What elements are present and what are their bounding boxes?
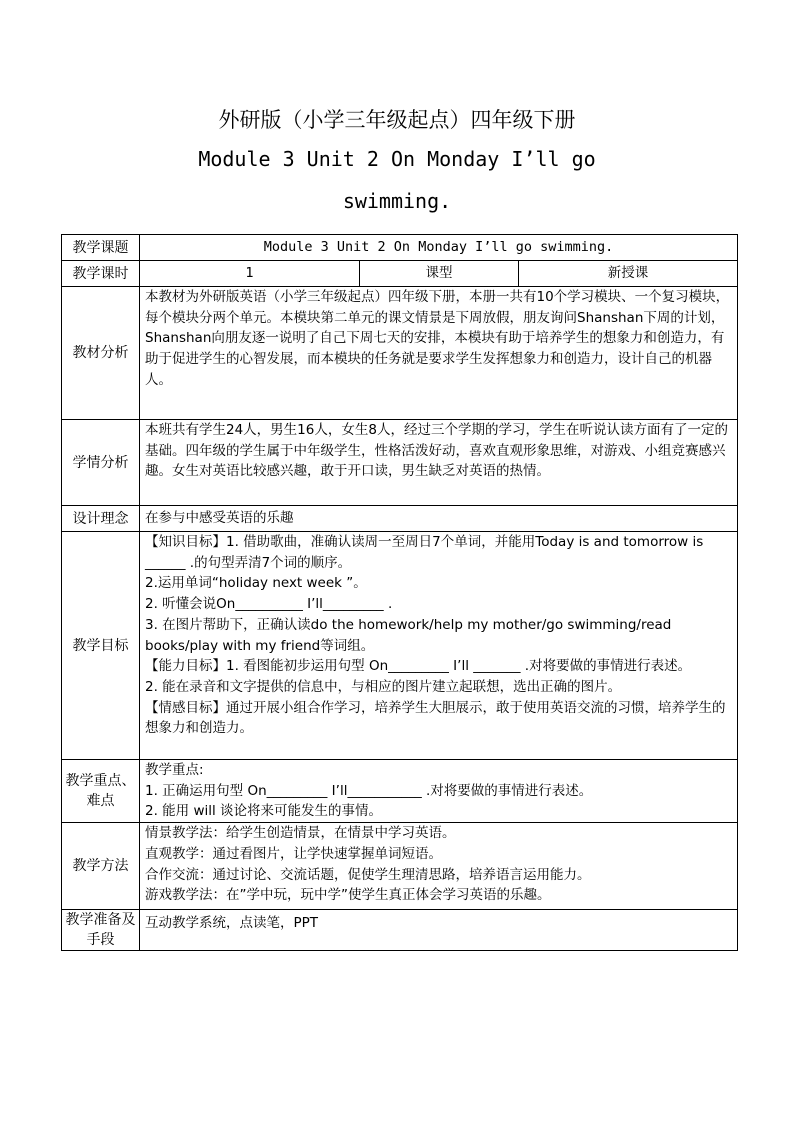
methods-list [140, 823, 738, 910]
list-item: 2.运用单词“holiday next week ”。 [145, 575, 367, 592]
list-item: 2. 能用 will 谈论将来可能发生的事情。 [145, 803, 383, 820]
label-objectives: 教学目标 [62, 532, 140, 760]
module-title: Module 3 Unit 2 On Monday I’ll go [198, 147, 596, 171]
label-design-concept: 设计理念 [62, 506, 140, 532]
label-lesson-type: 课型 [360, 261, 519, 287]
list-item: 3. 在图片帮助下，正确认读do the homework/help my mother/go swimming/read books/play with my friend等词组。 [145, 616, 672, 654]
label-methods: 教学方法 [62, 823, 140, 910]
table-row-key-points [62, 760, 738, 823]
list-item: 【能力目标】1. 看图能初步运用句型 On_________ I’ll _______ .对将要做的事情进行表述。 [145, 658, 692, 675]
list-item: 游戏教学法：在”学中玩，玩中学”使学生真正体会学习英语的乐趣。 [145, 887, 551, 904]
list-item: 1. 正确运用句型 On_________ I’ll___________ .对将要做的事情进行表述。 [145, 782, 593, 799]
label-material-analysis: 教材分析 [62, 287, 140, 420]
text-design-concept: 在参与中感受英语的乐趣 [140, 506, 738, 532]
list-item: 【情感目标】通过开展小组合作学习，培养学生大胆展示，敢于使用英语交流的习惯，培养学生的想象力和创造力。 [145, 699, 726, 737]
list-item: 情景教学法：给学生创造情景，在情景中学习英语。 [145, 825, 456, 842]
table-row-design-concept [62, 506, 738, 532]
list-item: 2. 听懂会说On__________ I’ll_________ . [145, 596, 393, 613]
label-hours: 教学课时 [62, 261, 140, 287]
value-lesson-type: 新授课 [519, 261, 738, 287]
table-row-objectives [62, 532, 738, 760]
value-hours: 1 [140, 261, 360, 287]
list-item: 2. 能在录音和文字提供的信息中，与相应的图片建立起联想，选出正确的图片。 [145, 678, 622, 695]
label-preparation: 教学准备及手段 [62, 910, 140, 951]
text-student-analysis: 本班共有学生24人，男生16人，女生8人，经过三个学期的学习，学生在听说认读方面有了一定的基础。四年级的学生属于中年级学生，性格活泼好动，喜欢直观形象思维，对游戏、小组竞赛感兴趣。女生对英语比较感兴趣，敢于开口读，男生缺乏对英语的热情。 [140, 420, 738, 506]
list-item: 教学重点: [145, 762, 204, 778]
key-points-list [140, 760, 738, 823]
table-row-hours [62, 261, 738, 287]
table-row-topic [62, 235, 738, 261]
table-row-preparation [62, 910, 738, 951]
module-title-continued: swimming. [342, 189, 452, 213]
list-item: 直观教学：通过看图片，让学快速掌握单词短语。 [145, 845, 442, 862]
list-item: 【知识目标】1. 借助歌曲，准确认读周一至周日7个单词，并能用Today is and tomorrow is ______ .的句型弄清7个词的顺序。 [145, 534, 704, 571]
table-row-material-analysis [62, 287, 738, 420]
label-key-points: 教学重点、难点 [62, 760, 140, 823]
text-material-analysis: 本教材为外研版英语（小学三年级起点）四年级下册，本册一共有10个学习模块、一个复习模块，每个模块分两个单元。本模块第二单元的课文情景是下周放假，朋友询问Shanshan下周的计划，Shanshan向朋友逐一说明了自己下周七天的安排，本模块有助于培养学生的想象力和创造力，有助于促进学生的心智发展，而本模块的任务就是要求学生发挥想象力和创造力，设计自己的机器人。 [140, 287, 738, 420]
value-topic: Module 3 Unit 2 On Monday I’ll go swimming. [140, 235, 738, 261]
label-student-analysis: 学情分析 [62, 420, 140, 506]
objectives-list [140, 532, 738, 760]
table-row-methods [62, 823, 738, 910]
list-item: 合作交流：通过讨论、交流话题，促使学生理清思路，培养语言运用能力。 [145, 866, 591, 883]
table-row-student-analysis [62, 420, 738, 506]
document-title: 外研版（小学三年级起点）四年级下册 [218, 108, 576, 132]
text-preparation: 互动教学系统，点读笔，PPT [140, 910, 738, 951]
label-topic: 教学课题 [62, 235, 140, 261]
lesson-plan-table [61, 234, 738, 951]
